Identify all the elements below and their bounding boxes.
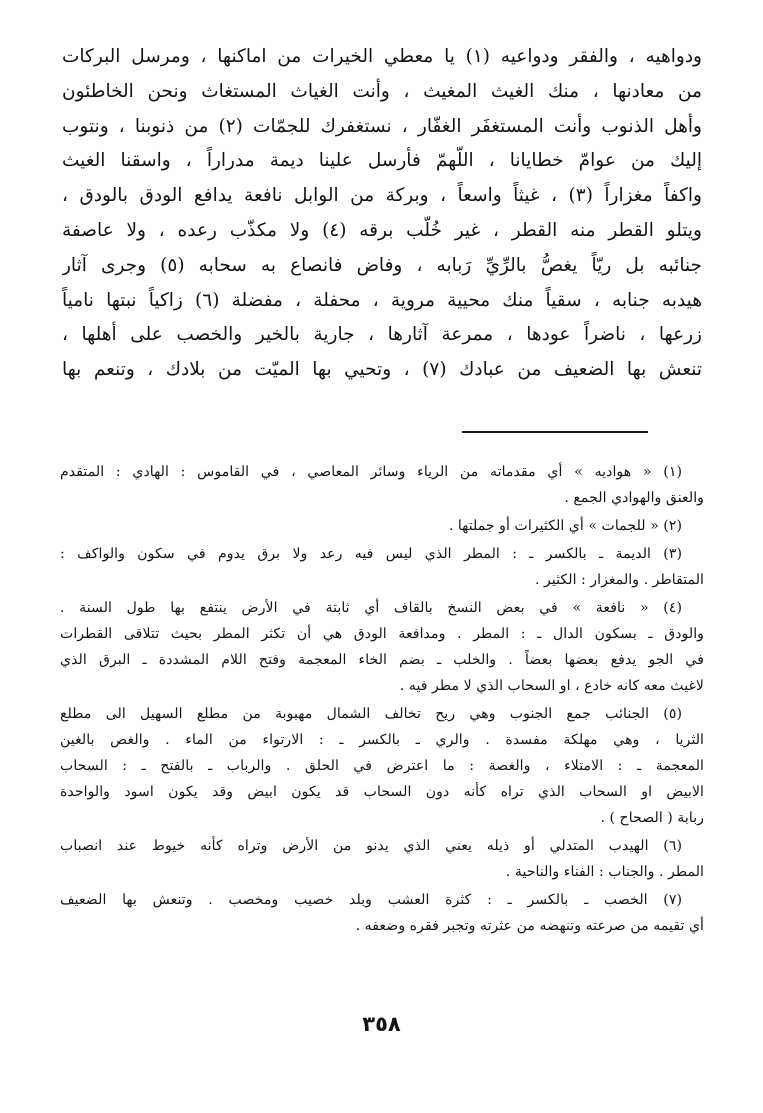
footnote-line: ربابة ( الصحاح ) .: [600, 810, 704, 826]
main-line: ودواهيه ، والفقر ودواعيه (١) يا معطي الخيرات من اماكنها ، ومرسل البركات: [62, 46, 702, 67]
main-line: زرعها ، ناضراً عودها ، ممرعة آثارها ، جارية بالخير والخصب على أهلها ،: [62, 324, 702, 346]
footnote-line: المتقاطر . والمغزار : الكثير .: [535, 572, 704, 588]
footnote-line: (٤) « نافعة » في بعض النسخ بالقاف أي ثابتة في الأرض ينتفع بها طول السنة .: [60, 600, 682, 616]
footnote-line: (٢) « للجمات » أي الكثيرات أو جملتها .: [448, 518, 682, 534]
footnote-divider: [462, 431, 648, 433]
footnote-line: الثريا ، وهي مهلكة مفسدة . والري ـ بالكسر ـ : الارتواء من الماء . والغص بالغين: [60, 732, 704, 748]
footnote-7: [60, 887, 704, 939]
main-line: وأهل الذنوب وأنت المستغفَر الغفّار ، نستغفرك للجمّات (٢) من ذنوبنا ، ونتوب: [62, 115, 702, 137]
footnote-line: أي تقيمه من صرعته وتنهضه من عثرته وتجبر فقره وضعفه .: [355, 918, 704, 934]
footnote-2: [60, 513, 704, 539]
footnote-line: (٥) الجنائب جمع الجنوب وهي ريح تخالف الشمال مهبوبة من مطلع السهيل الى مطلع: [60, 706, 682, 722]
footnote-line: والودق ـ بسكون الدال ـ : المطر . ومدافعة الودق هي أن تكثر المطر بحيث تتلاقى القطرات: [60, 626, 704, 642]
main-line: إليك من عوامّ خطايانا ، اللّهمّ فأرسل علينا ديمة مدراراً ، واسقنا الغيث: [62, 150, 702, 172]
page-number: ٣٥٨: [362, 1012, 401, 1036]
footnote-line: المطر . والجناب : الفناء والناحية .: [505, 864, 704, 880]
footnote-line: والعنق والهوادي الجمع .: [564, 490, 704, 506]
footnote-line: (٣) الديمة ـ بالكسر ـ : المطر الذي ليس فيه رعد ولا برق يدوم في سكون والواكف :: [60, 546, 682, 562]
main-line: من معادنها ، منك الغيث المغيث ، وأنت الغياث المستغاث ونحن الخاطئون: [62, 80, 702, 102]
footnote-line: الابيض او السحاب الذي تراه كأنه دون السحاب قد يكون ابيض وقد يكون اسود والواحدة: [60, 784, 704, 800]
footnote-5: [60, 701, 704, 831]
footnote-line: في الجو يدفع بعضها بعضاً . والخلب ـ بضم الخاء المعجمة وفتح اللام المشددة ـ البرق الذي: [60, 652, 704, 668]
main-line: جنائبه بل ريّاً يغصُّ بالرِّيِّ رَبابه ، وفاض فانصاع به سحابه (٥) وجرى آثار: [62, 254, 702, 276]
footnote-1: [60, 459, 704, 511]
main-line: تنعش بها الضعيف من عبادك (٧) ، وتحيي بها الميّت من بلادك ، وتنعم بها: [62, 359, 702, 381]
footnotes: [60, 459, 704, 941]
footnote-line: (١) « هواديه » أي مقدماته من الرياء وسائر المعاصي ، في القاموس : الهادي : المتقدم: [60, 464, 682, 480]
footnote-line: (٦) الهيدب المتدلي أو ذيله يعني الذي يدنو من الأرض وتراه كأنه خيوط عند انصباب: [60, 838, 682, 854]
main-text: [62, 40, 702, 388]
footnote-4: [60, 595, 704, 699]
footnote-line: لاغيث معه كانه خادع ، او السحاب الذي لا مطر فيه .: [399, 678, 704, 694]
main-line: واكفاً مغزاراً (٣) ، غيثاً واسعاً ، وبركة من الوابل نافعة يدافع الودق بالودق ،: [62, 185, 702, 207]
footnote-line: (٧) الخصب ـ بالكسر ـ : كثرة العشب وبلد خصيب ومخصب . وتنعش بها الضعيف: [60, 892, 682, 908]
footnote-3: [60, 541, 704, 593]
main-line: هيدبه جنابه ، سقياً منك محيية مروية ، محفلة ، مفضلة (٦) زاكياً نبتها نامياً: [62, 289, 702, 311]
main-line: ويتلو القطر منه القطر ، غير خُلّب برقه (٤) ولا مكذّب رعده ، ولا عاصفة: [62, 219, 702, 241]
footnote-6: [60, 833, 704, 885]
footnote-line: المعجمة ـ : الامتلاء ، والغصة : ما اعترض في الحلق . والرباب ـ بالفتح ـ : السحاب: [60, 758, 704, 774]
